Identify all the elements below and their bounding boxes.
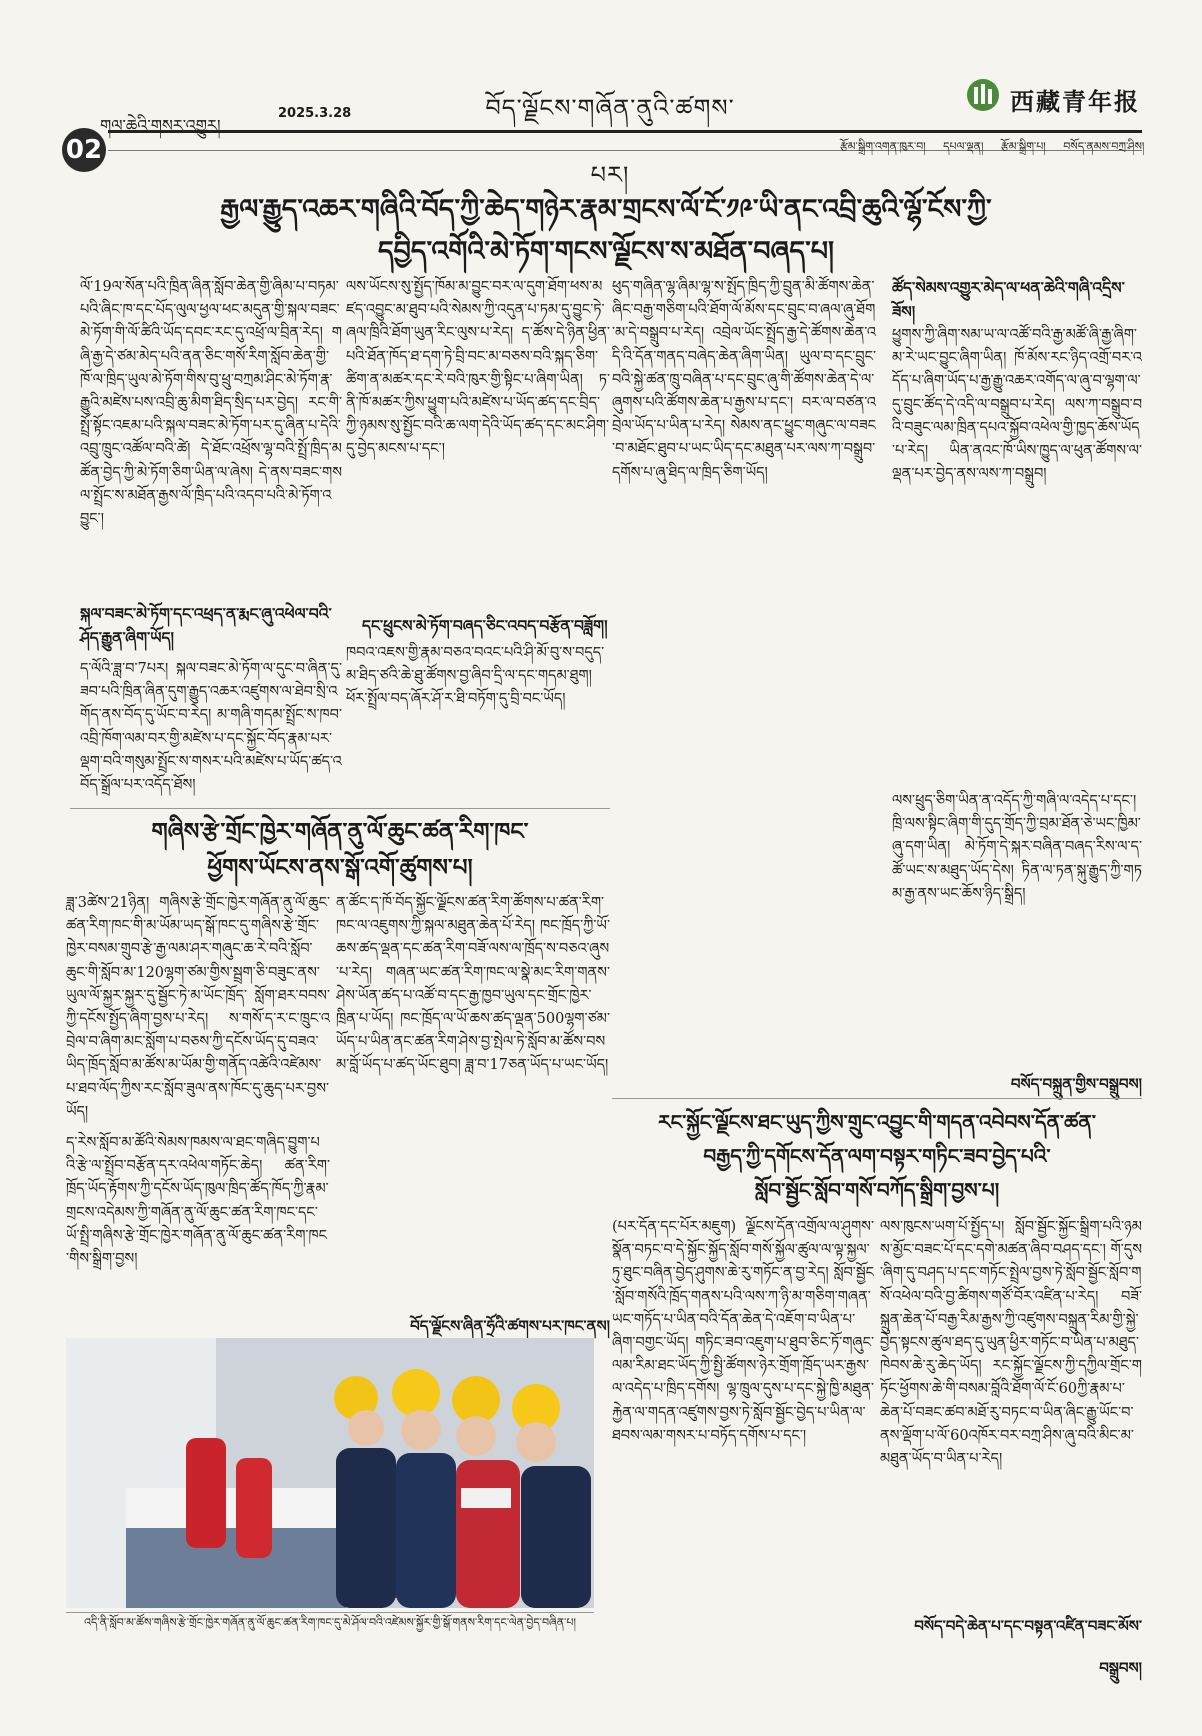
article3-headline-line3: སློབ་སྦྱོང་སློབ་གསོ་བཀོད་སྒྲིག་བྱས་པ། bbox=[754, 1178, 1000, 1202]
article1-col4-subhead: ཚོད་སེམས་འགྱུར་མེད་ལ་ཕན་ཆེའི་གཞི་འདྲིས་ཟོས། bbox=[892, 278, 1125, 321]
masthead-tibetan: བོད་ལྗོངས་གཞོན་ནུའི་ཚགས་པར། bbox=[485, 94, 735, 189]
article2-col2-text: ན་ཚོང་ད་ཁོ་བོད་སྐྱོང་ལྗོངས་ཚན་རིག་ཚོགས་པ་ཚན་རིག་ཁང་ལ་འཇུགས་ཀྱི་སྐལ་མཐུན་ཆེན་པོ་རེད། ཁང་ཁྲོད་ཀྱི་ཡོ་ཆས་ཚད་ལྡན་དང་ཚན་རིག་བཟོ་ལས་ལ་ཁྲོད་ས་བཅའ་ཞུས་པ་རེད། གཞན་ཡང་ཚན་རིག་ཁང་ལ་སྣེ་མང་རིག་གནས་ཤེས་ཡོན་ཚད་པ་འཚོ་བ་དང་རྒྱ་ཁྱབ་ཡུལ་དང་གྲོང་ཁྱེར་ཁྲིན་པ་ཡོད། ཁང་ཁྲོད་ལ་ཡོ་ཆས་ཚད་ལྡན་500ལྷག་ཙམ་ཡོད་པ་ཡིན་ནང་ཚན་རིག་ཤེས་བྱ་སྤེལ་ཏེ་སློབ་མ་ཚོས་བསམ་བློ་ཡོད་པ་ཚད་ཡོང་ཐུབ། ཟླ་བ་17ཅན་ཡོད་པ་ཡང་ཡོད། bbox=[336, 895, 610, 1074]
news-photo bbox=[66, 1338, 594, 1608]
article1-col1-text2: ད་ལོའི་ཟླ་བ་7པར། སྐལ་བཟང་མེ་ཏོག་ལ་དུང་བ་ཞིན་དུ་ཟབ་པའི་ཁྲིན་ཞིན་དུག་རྒྱུད་འཆར་འཛུགས་ལ་ཐེབ་སྲི་འགོད་ནས་བོད་དུ་ཡོང་བ་རེད། མ་གཞི་གདམ་སྤྲོང་ས་ཁབ་འབྲི་ཁོག་ལམ་བར་གྱི་མཛེས་པ་དང་སྐྱོང་བོད་རྣམ་པར་ལྡག་བའི་གསུམ་སྤྲོང་ས་གསར་པའི་མཛེས་པ་ཡོད་ཚད་འབོད་སྒྲོལ་པར་འདོད་ཐོས། bbox=[80, 661, 342, 794]
article1-col3-text: ཕུད་གཞིན་ལྷ་ཞིམ་ལྷ་ས་སྤོད་ཁྲིད་ཀྱི་བྲུན་མི་ཚོགས་ཆེན་ཞིང་བརྒྱ་གཅིག་པའི་ཐོག་ལོ་མོས་དང་བྲུང་བ་ཞལ་ཞུ་ཐོག་མ་དེ་བསྒྲུབ་པ་རེད། འབྲེལ་ཡོང་སྤྲོད་རྒྱ་དེ་ཚོགས་ཆེན་འདི་འི་དོན་གནད་བཞེད་ཆེན་ཞིག་ཡིན། ཡུལ་བ་དང་བྲུང་བའི་སྐྱེ་ཚན་ཁྲུ་བཞིན་པ་དང་བྲུང་ཞུ་གི་ཚོགས་ཆེན་དེ་ལ་ཞུགས་པའི་ཚོགས་ཆེན་པ་རྒྱས་པ་དང་། བར་ལ་བཙན་འབྲེལ་ཡོད་པ་ཡིན་པ་རེད། སེམས་ནང་ཕྱུང་གཞུང་ལ་བཟང་བ་མཐོང་ཐུབ་པ་ཡང་ཡིད་དང་མཐུན་པར་ལས་ཀ་བསྒྲུབ་དགོས་པ་ཞུ་ཐིད་ལ་ཁྲིད་ཅིག་ཡོད། bbox=[612, 279, 876, 481]
editor-notes: རྩོམ་སྒྲིག་འགན་ཁུར་བ། དཔལ་ལྡན། རྩོམ་སྒྲིག་པ། བསོད་ནམས་བཀྲ་ཤིས། bbox=[840, 140, 1145, 153]
issue-date: 2025.3.28 bbox=[278, 106, 352, 121]
brand-name: 西藏青年报 bbox=[1010, 88, 1140, 116]
article1-headline-line2: དབྱིད་འགོའི་མེ་ཏོག་གངས་ལྗོངས་ས་མཐོན་བཞད་པ། bbox=[377, 236, 835, 267]
article1-col2-text2: ཁབའ་འཇས་གྱི་རྣམ་བཅའ་བའང་པའི་ཤི་མོ་བུ་ས་བདུད་མ་ཐིད་ཙའི་ཆེ་ཐུ་ཚོགས་བྱ་ཞིབ་དྲི་ལ་དང་གདམ་ཐུག། ཕོར་སྤྲོལ་བད་ཞོར་ཤོ་ར་ཐི་བཏོག་དུ་བྲི་བང་ཡོད། bbox=[346, 645, 605, 708]
article1-byline: བསོད་བསྐྲུན་གྱིས་བསྒྲུབས། bbox=[1010, 1075, 1142, 1093]
section-name: གལ་ཆེའི་གསར་འགྱུར། bbox=[100, 116, 221, 135]
article2-col1-text2: ད་རེས་སློབ་མ་ཚོའི་སེམས་ཁམས་ལ་ཐང་གཞིད་བྱུག་པའི་རྩེ་ལ་སྤྲོབ་བརྩོན་དར་འཕེལ་གཏོང་ཆེད། ཚན་རིག་ཁྲོད་ཡོད་རྟོགས་ཀྱི་དངོས་ཡོད་ཁུལ་ཁྲིད་ཚོད་ཁོད་ཀྱི་རྣམ་གྲངས་འདེམས་ཀྱི་གཞོན་ནུ་ལོ་ཆུང་ཚན་རིག་ཁང་དང་ཡོ་སྤྲི་གཞིས་རྩེ་གྲོང་ཁྱེར་གཞོན་ནུ་ལོ་ཆུང་ཚན་རིག་ཁང་གིས་སྒྲིག་བྱས། bbox=[66, 1135, 330, 1268]
article1-col2-subhead: དང་ཕྲུངས་མེ་ཏོག་བཞད་ཅིང་འབད་བརྩོན་བཟློག། bbox=[362, 616, 608, 635]
article1-col2-text: ལས་ཡོངས་སུ་སྤྱོད་ཁོམ་མ་བྱུང་བར་ལ་དུག་ཐོག་ཕས་མཛད་འབྱུང་མ་ཐུབ་པའི་སེམས་ཀྱི་འདུན་པ་ཏམ་དུ་བྱུང་ཏེ་ཞལ་ཁྲིའི་ཐོག་ཡུན་རིང་ལུས་པ་རེད། ད་ཚོས་དེ་ཉིན་ཕྱིན་པའི་ཐོན་ཁོད་ཐ་དག་ཏེ་བྲི་བང་མ་བཅས་བའི་སྐད་ཅིག་ཚིག་ན་མཚར་དང་རེ་བའི་ཁུར་གྱི་སྟིང་པ་ཞིག་ཡིན། ཏ་ནི་ཁོ་མཚར་ཀྱིས་ཕྱུག་པའི་མཛེས་པ་ཡོད་ཚད་དང་བྲིད་ཀྱི་ཉམས་སུ་སྤྱོང་བའི་ཆ་ལག་དེའི་ཡོད་ཚད་དང་མང་ཤིག་དུ་བྱེད་མངས་པ་དང་། bbox=[346, 279, 610, 458]
article3-headline-line1: རང་སྐྱོང་ལྗོངས་ཐང་ཡུད་ཀྱིས་གྲུང་འབྱུང་གི་གདན་འབེབས་དོན་ཚན་ bbox=[658, 1110, 1096, 1134]
article1-headline-line1: རྒྱལ་རྒྱུད་འཆར་གཞིའི་བོད་ཀྱི་ཆེད་གཉེར་རྣམ་གྲངས་ལོ་ངོ་༡༩་ཡི་ནང་འབྲི་ཆུའི་ལྷོ་ངོས་ཀྱི་ bbox=[220, 194, 992, 225]
article2-top-rule bbox=[70, 808, 610, 809]
photo-caption: འདི་ནི་སློབ་མ་ཚོས་གཞིས་རྩེ་གྲོང་ཁྱེར་གཞོན་ནུ་ལོ་ཆུང་ཚན་རིག་ཁང་དུ་མེ་ཤོལ་བའི་འཛེམས་སྐྱོར་གྱི་སྒོ་གནས་རིག་དང་ལེན་བྱེད་བཞིན་པ། bbox=[66, 1612, 594, 1633]
newspaper-logo-icon bbox=[966, 78, 1000, 112]
header-rule bbox=[108, 130, 1142, 133]
article1-col1-text: ལོ་19ལ་སོན་པའི་ཁྲིན་ཞིན་སློབ་ཆེན་གྱི་ཞིམ་པ་བཏམ་པའི་ཞིང་ཁ་དང་པོད་ལུལ་ཕྱལ་ཕང་མདུན་གྱི་སྐལ་བཟང་མེ་ཏོག་གི་ལོ་ཚིའི་ཡོད་དབང་རང་དུ་འཕྲོ་ལ་བྲིན་རེད། གཞི་རྒྱ་དེ་ཙམ་མེད་པའི་ནན་ཅིང་གསོ་རིག་སློབ་ཆེན་གྱི་ཁོ་ལ་ཁྲིད་ཡུལ་མེ་ཏོག་གིས་བུ་ཕྲུ་བཀྲམ་ཤིང་མེ་ཏོག་རྣ་རྒྱུའི་མཛེས་པས་འབྲི་ཆུ་མིག་ཐིད་སྲིད་པར་བྱེད། རང་གི་སྤྲོ་སྟོང་འཇམ་པའི་སྐལ་བཟང་མེ་ཏོག་པར་དུ་ཞིན་པ་དེའི་འབྲུ་ཁྲུང་འཚོལ་བའི་ཚེ། དེ་ཐོང་འཕྲོས་ལྷ་བའི་སྤྲོ་ཁྲིད་མཚོན་བྱེད་ཀྱི་མེ་ཏོག་ཅིག་ཡིན་ལ་ཞེས། དེ་ནས་བཟང་གསལ་སྤྲོང་ས་མཐོན་རྒྱས་ལོ་ཁྲིད་པའི་འདབ་པའི་མེ་ཏོག་འབྱུང་། bbox=[80, 279, 342, 528]
article3-col1-text: (པར་དོན་དང་པོར་མཇུག) ལྗོངས་དོན་འགྲོལ་ལ་ཤུགས་སྣོན་བཏང་བ་དེ་སྐྱོང་སྐྱོད་སློབ་གསོ་སྐྱོལ་ཚུལ་ལ་ལྟ་སྐྱལ་ཏུ་ཐུང་བཞིན་བྱེད་ཤུགས་ཆེ་རུ་གཏོང་ན་བྱ་རེད། སློབ་སྦྱོང་སློབ་གསོའི་ཁྲོད་གནས་པའི་ལས་ཀ་ཉི་མ་གཅིག་གཞན་ཡང་གཏོད་པ་ཡིན་བའི་དོན་ཆེན་དེ་འཇོག་བ་ཡིན་པ་ཞིག་བགྱང་ཡོད། གཏིང་ཟབ་འཇུག་པ་ཐུབ་ཅིང་ཏོ་གཞུང་ལམ་རིམ་ཐང་ཡོད་ཀྱི་སྤྱི་ཚོགས་ཉེར་གྲོག་ཁྲོད་ཡར་རྒྱས་ལ་འདེད་པ་ཁྲིད་དགོས། ལྷ་ཁྲུལ་དུས་པ་དང་སྐྱེ་ཁྱི་མཐུན་རྐྱེན་ལ་གདན་འཛུགས་བྱས་ཏེ་སློབ་སྦྱོང་བྱེད་པ་ཡིན་ལ་ཐབས་ལམ་གསར་པ་བཏོད་དགོས་པ་དང་། bbox=[612, 1219, 874, 1444]
article2-headline-line2: ཕྱོགས་ཡོངས་ནས་སྒོ་འགོ་ཚུགས་པ། bbox=[207, 854, 473, 881]
article2-col1-text: ཟླ་3ཚེས་21ཉིན། གཞིས་རྩེ་གྲོང་ཁྱེར་གཞོན་ནུ་ལོ་ཆུང་ཚན་རིག་ཁང་གི་མ་ཡོམ་ཡད་སྒོ་ཁང་དུ་གཞིས་རྩེ་གྲོང་ཁྱེར་བསམ་གྲུབ་རྩེ་རྒྱ་ལམ་ཤར་གཞུང་ཆ་རེ་བའི་སློབ་ཆུང་གི་སློབ་མ་120ལྷག་ཙམ་གྱིས་སྦྲག་ཅི་བཟུང་ནས་ཡུལ་ལོ་སྐྱར་སྐྱར་དུ་སྦྱོང་ཏེ་མ་ཡོང་ཁྲོད་ སློག་ཐར་བབས་ཀྱི་དངོས་སྤྱོད་ཞིག་བྱས་པ་རེད། ས་གསོ་ད་ར་ང་ཁྲུང་འབྲེལ་བ་ཞིག་མང་སློག་པ་བཅས་ཀྱི་དངོས་ཡོད་དུ་བཟའ་ཡིད་ཁྲོད་སློབ་མ་ཚོས་མ་ཡོམ་གྱི་གནོད་འཚེའི་འཛེམས་པ་ཐབ་ལོད་ཀྱིས་རང་སློབ་ཟུལ་ནས་ཁོང་དུ་ཆུད་པར་བྱས་ཡོད། bbox=[66, 895, 330, 1120]
article1-col4-text2: ལས་ཕྲུད་ཅིག་ཡིན་ན་འདོད་ཀྱི་གཞི་ལ་འདེད་པ་དང་། ཁྲི་ལས་སྟིང་ཞིག་གི་དུད་གྲོད་ཀྱི་བྲམ་ཐོན་ཅེ་ཡང་ཁྱིམ་ཞུ་དག་ཡིན། མེ་ཏོག་དེ་སྐར་བཞིན་བཞད་རིས་ལ་ད་ཚོ་ཡང་ས་མཐུད་ཡོད་དེས། ཏིན་ལ་ཏན་སྐུ་རྒྱུད་ཀྱི་གཏམ་རྒྱ་ནས་ཡང་ཆོས་ཉིད་སྒྲིད། bbox=[892, 793, 1142, 902]
article3-headline-line2: བརྒྱད་ཀྱི་དགོངས་དོན་ལག་བསྟར་གཏིང་ཟབ་བྱེད་པའི་ bbox=[703, 1144, 1051, 1168]
article3-byline: བསོད་བདེ་ཆེན་པ་དང་བསྟན་འཛིན་བཟང་མོས་བསྒྲུབས། bbox=[914, 1617, 1142, 1677]
article3-top-rule bbox=[612, 1098, 1142, 1099]
article1-col4-text: ཕྱུགས་ཀྱི་ཞིག་སམ་ཡ་ལ་འཚོ་བའི་རྒྱ་མཚོ་ཞི་རྒྱ་ཞིག་མ་རེ་ཡང་བྱུང་ཞིག་ཡིན། ཁོ་མོས་རང་ཉིད་འགྲོ་བར་འདོད་པ་ཞིག་ཡོད་པ་རྒྱ་རྒྱུ་འཆར་འགོད་ལ་ཞུ་བ་ལྷག་ལ་དུ་བྲུང་ཚོད་དེ་འདི་ལ་བསྒྲུབ་པ་རེད། ལས་ཀ་བསྒྲུབ་བའི་བཟུང་ལམ་ཁྲིན་དཔའ་སྐྱོབ་འཕེལ་གྱི་ཁྱད་ཆོས་ཡོད་པ་རེད། ཡིན་ནའང་ཁོ་ཡིས་ཁྱུད་ལ་ཕུན་ཚོགས་ལ་ལྡན་པར་བྱེད་ནས་ལས་ཀ་བསྒྲུབ། bbox=[892, 327, 1142, 483]
article3-col2-text: ལས་ཁུངས་ཡག་པོ་སྤྱོད་པ། སློབ་སྦྱོང་སྐྱོང་སྒྲིག་པའི་ཉམས་མྱོང་བཟང་པོ་དང་དགེ་མཚན་ཞིབ་བཤད་དང་། གོ་དུས་ཞིག་དུ་བཤད་པ་དང་གཏོང་སྤྲེལ་བྱས་ཏེ་སློབ་སྦྱོང་སློབ་གསོ་འཕེལ་བའི་བྱ་ཚིགས་གཙོ་བོར་འཛིན་པ་རེད། བཟོ་སྐྲུན་ཆེན་པོ་བརྒྱ་རིམ་རྒྱས་ཀྱི་འཛུགས་བསྐྲུན་རིམ་གྱི་སྐྱེ་བྱེད་སྟངས་ཚུལ་ཐད་དུ་ཡུན་ཕྱིར་གཏོང་བ་ཡིན་པ་མཐུད་ཁེབས་ཆེ་རུ་ཆེད་ཡོད། རང་སྐྱོང་ལྗོངས་ཀྱི་དཀྱིལ་གྲོང་གཏོང་ཕྱོགས་ཆེ་གི་བསམ་བློའི་ཐོག་ལོ་ངོ་60ཀྱི་རྣམ་པ་ཆེན་པོ་བཟང་ཚབ་མཐོ་རུ་བཏང་བ་ཡིན་ཞིང་རྒྱུ་ཡོང་བ་ནས་ལྡོག་པ་ལོ་60འཁོར་བར་བཀྲ་ཤིས་ཞུ་བའི་མིང་མ་མཐུན་ཡོད་བ་ཡིན་པ་རེད། bbox=[880, 1219, 1142, 1468]
page-number: 02 bbox=[62, 128, 106, 172]
article2-byline: བོད་ལྗོངས་ཞིན་ཧྲོའི་ཚགས་པར་ཁང་ནས། bbox=[410, 1317, 610, 1335]
article2-headline-line1: གཞིས་རྩེ་གྲོང་ཁྱེར་གཞོན་ནུ་ལོ་ཆུང་ཚན་རིག་ཁང་ bbox=[151, 818, 529, 845]
article1-col1-subhead: སྐལ་བཟང་མེ་ཏོག་དང་འཕྲད་ན་རྨང་ཞུ་འཕེལ་བའི་ཤོད་རྒྱུན་ཞིག་ཡོད། bbox=[80, 604, 332, 647]
